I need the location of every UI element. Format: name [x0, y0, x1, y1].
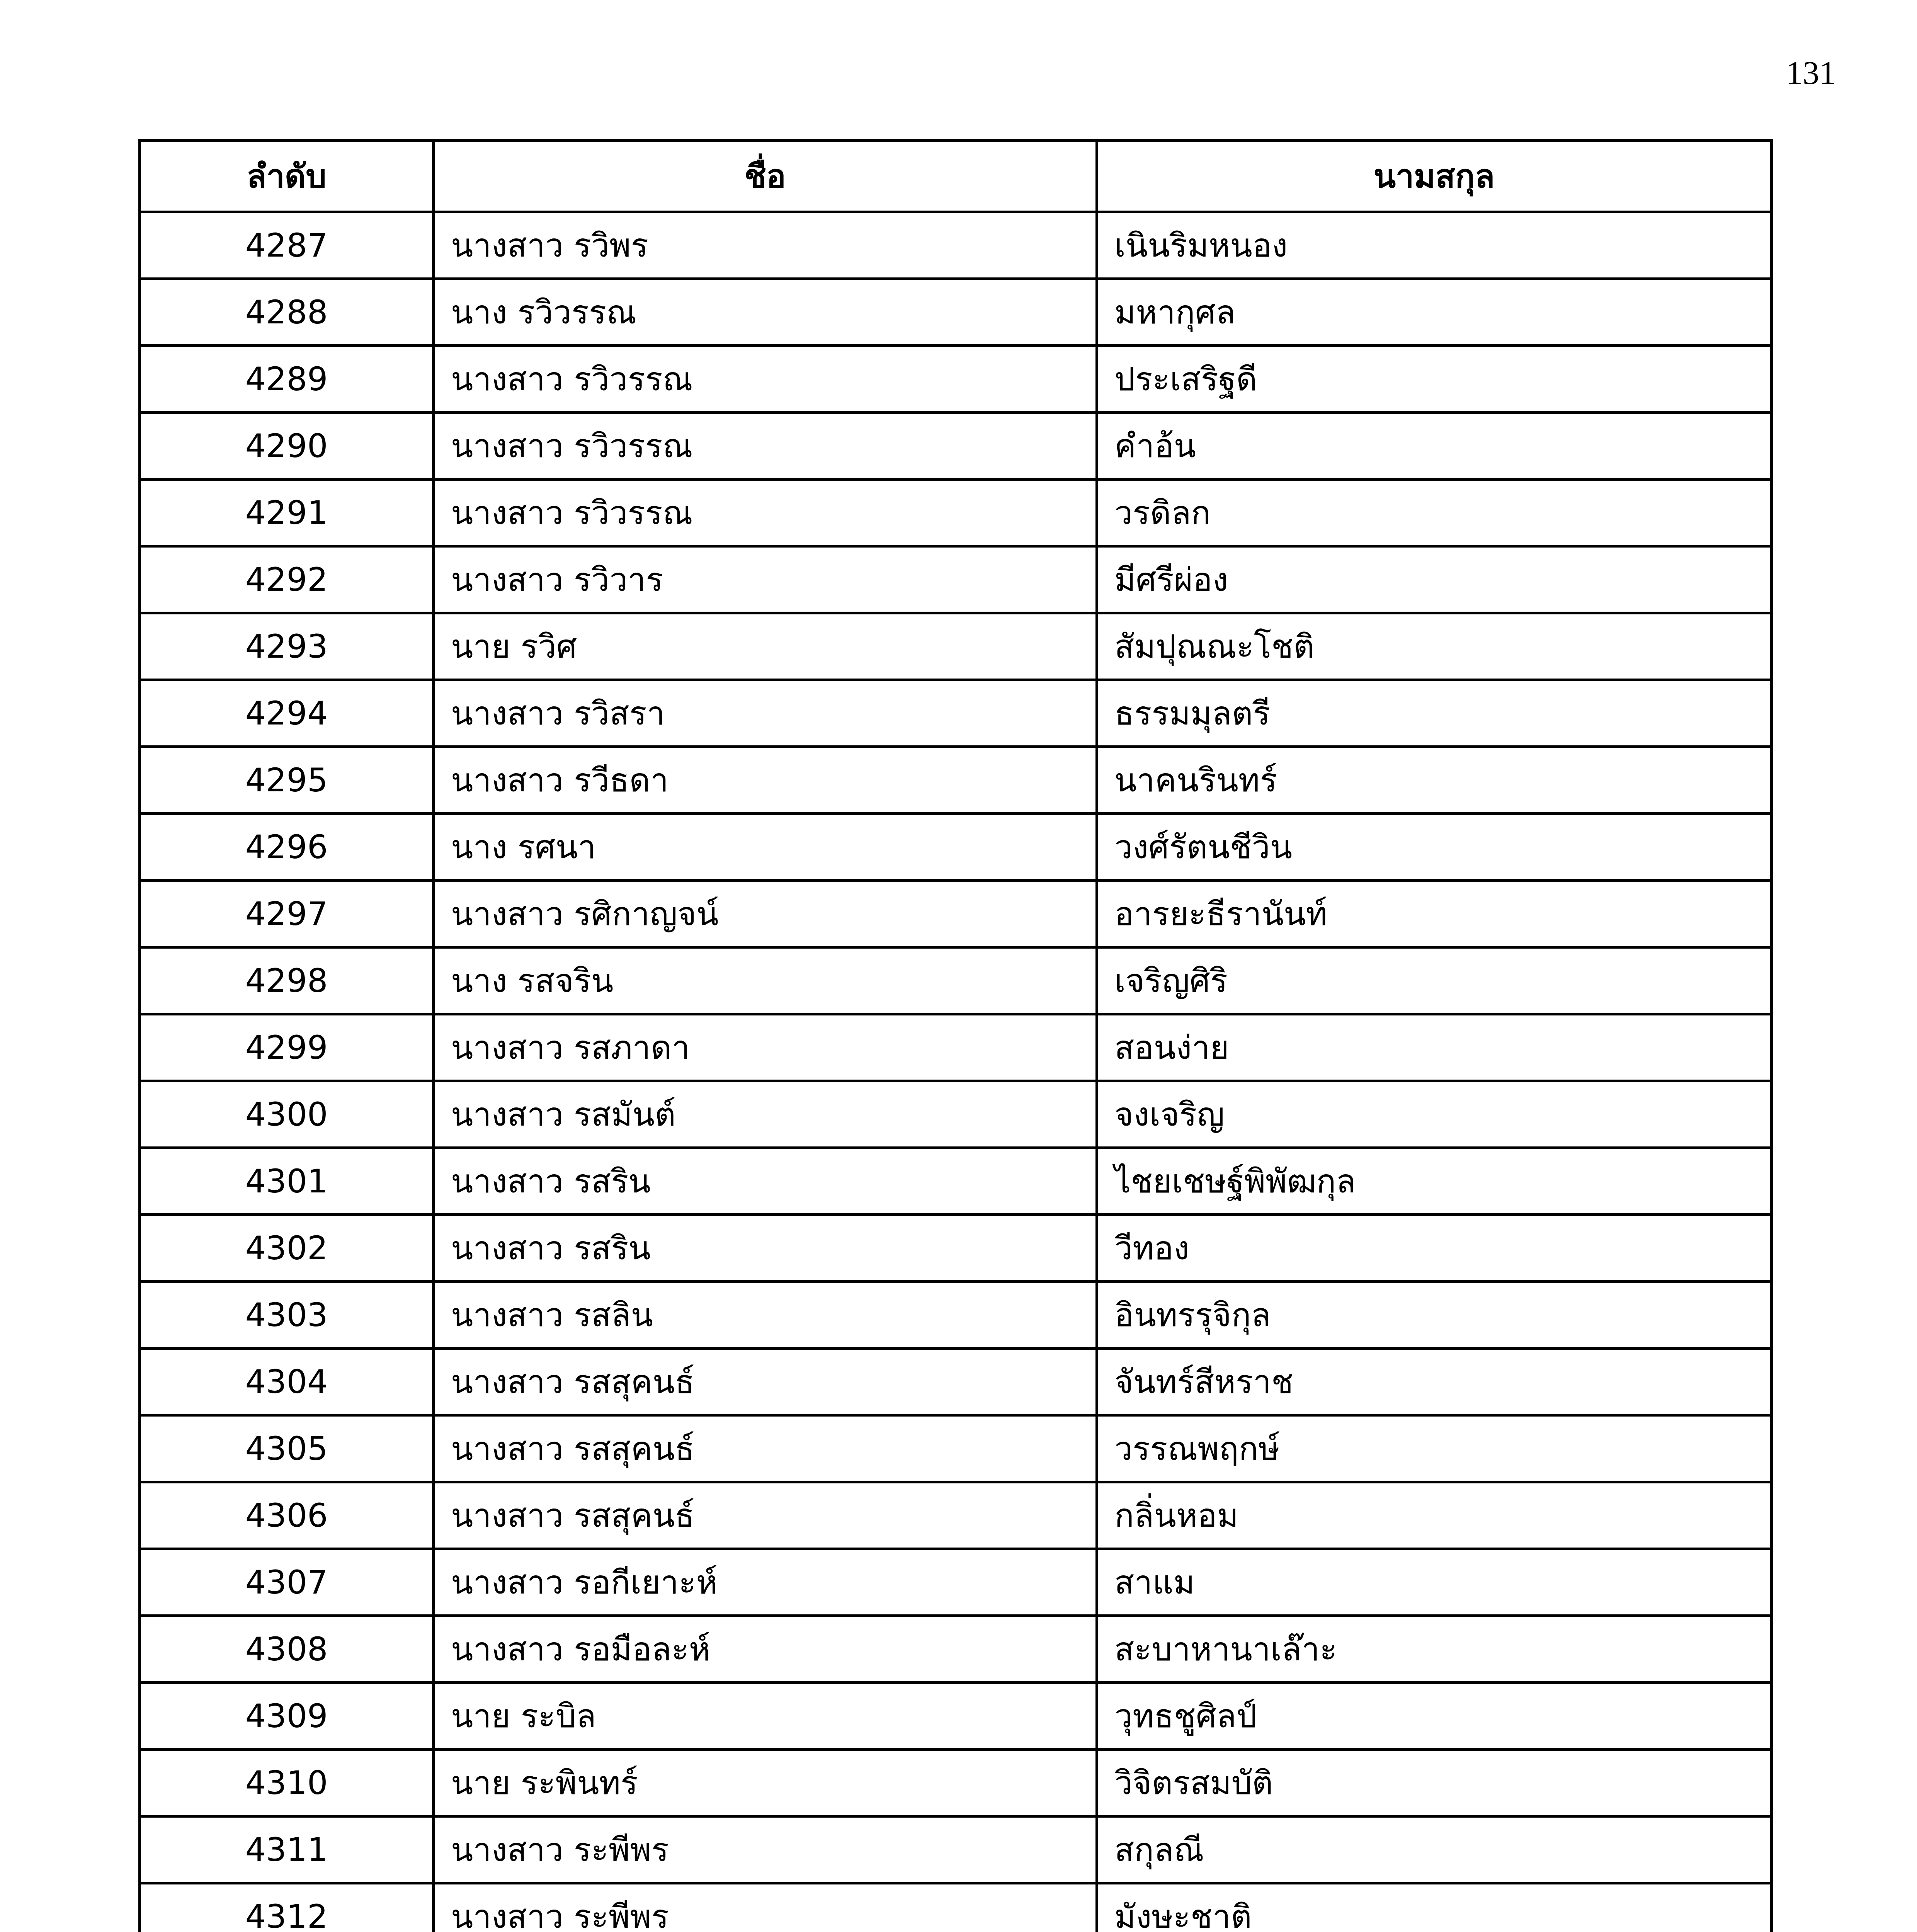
last-name-cell: นาคนรินทร์	[1097, 747, 1772, 814]
first-name-cell: นางสาว รสภาดา	[434, 1014, 1097, 1081]
order-cell: 4310	[140, 1750, 434, 1816]
table-row	[140, 814, 1772, 881]
table-row	[140, 947, 1772, 1014]
last-name-cell: ธรรมมุลตรี	[1097, 680, 1772, 747]
first-name-cell: นางสาว รวิวรรณ	[434, 480, 1097, 546]
order-cell: 4308	[140, 1616, 434, 1683]
order-cell: 4296	[140, 814, 434, 881]
table-row	[140, 680, 1772, 747]
first-name-cell: นาย ระพินทร์	[434, 1750, 1097, 1816]
table-row	[140, 1750, 1772, 1816]
last-name-cell: มีศรีผ่อง	[1097, 546, 1772, 613]
table-row	[140, 1683, 1772, 1750]
last-name-cell: วุทธชูศิลป์	[1097, 1683, 1772, 1750]
table-row	[140, 546, 1772, 613]
table-row	[140, 1883, 1772, 1932]
order-cell: 4299	[140, 1014, 434, 1081]
table-body	[140, 212, 1772, 1932]
first-name-cell: นางสาว รสสุคนธ์	[434, 1482, 1097, 1549]
first-name-cell: นางสาว รวิพร	[434, 212, 1097, 279]
last-name-cell: สกุลณี	[1097, 1816, 1772, 1883]
last-name-cell: วีทอง	[1097, 1215, 1772, 1282]
table-row	[140, 1282, 1772, 1349]
order-cell: 4287	[140, 212, 434, 279]
first-name-cell: นางสาว รสสุคนธ์	[434, 1349, 1097, 1415]
last-name-cell: สะบาหานาเล๊าะ	[1097, 1616, 1772, 1683]
table-row	[140, 480, 1772, 546]
order-cell: 4293	[140, 613, 434, 680]
header-first-name: ชื่อ	[434, 141, 1097, 212]
table-row	[140, 346, 1772, 413]
last-name-cell: กลิ่นหอม	[1097, 1482, 1772, 1549]
table-row	[140, 613, 1772, 680]
table-row	[140, 1549, 1772, 1616]
first-name-cell: นางสาว รวิสรา	[434, 680, 1097, 747]
last-name-cell: สอนง่าย	[1097, 1014, 1772, 1081]
last-name-cell: มังษะชาติ	[1097, 1883, 1772, 1932]
table-row	[140, 279, 1772, 346]
page-number: 131	[1786, 54, 1836, 91]
table-row	[140, 1816, 1772, 1883]
order-cell: 4290	[140, 413, 434, 480]
first-name-cell: นางสาว รวีธดา	[434, 747, 1097, 814]
table-row	[140, 1148, 1772, 1215]
order-cell: 4289	[140, 346, 434, 413]
first-name-cell: นางสาว รอมือละห์	[434, 1616, 1097, 1683]
first-name-cell: นางสาว รสมันต์	[434, 1081, 1097, 1148]
header-last-name: นามสกุล	[1097, 141, 1772, 212]
table-row	[140, 881, 1772, 947]
order-cell: 4295	[140, 747, 434, 814]
first-name-cell: นางสาว รสริน	[434, 1215, 1097, 1282]
table-row	[140, 1482, 1772, 1549]
last-name-cell: เนินริมหนอง	[1097, 212, 1772, 279]
table-header	[140, 141, 1772, 212]
order-cell: 4303	[140, 1282, 434, 1349]
order-cell: 4304	[140, 1349, 434, 1415]
order-cell: 4305	[140, 1415, 434, 1482]
order-cell: 4311	[140, 1816, 434, 1883]
first-name-cell: นาย ระบิล	[434, 1683, 1097, 1750]
last-name-cell: มหากุศล	[1097, 279, 1772, 346]
first-name-cell: นาง รศนา	[434, 814, 1097, 881]
table-row	[140, 747, 1772, 814]
first-name-cell: นาง รวิวรรณ	[434, 279, 1097, 346]
first-name-cell: นางสาว รวิวาร	[434, 546, 1097, 613]
last-name-cell: จงเจริญ	[1097, 1081, 1772, 1148]
first-name-cell: นาย รวิศ	[434, 613, 1097, 680]
table-row	[140, 1415, 1772, 1482]
first-name-cell: นางสาว รสริน	[434, 1148, 1097, 1215]
order-cell: 4309	[140, 1683, 434, 1750]
last-name-cell: ไชยเชษฐ์พิพัฒกุล	[1097, 1148, 1772, 1215]
last-name-cell: วงศ์รัตนชีวิน	[1097, 814, 1772, 881]
order-cell: 4302	[140, 1215, 434, 1282]
table-row	[140, 1616, 1772, 1683]
order-cell: 4301	[140, 1148, 434, 1215]
first-name-cell: นางสาว รศิกาญจน์	[434, 881, 1097, 947]
table-row	[140, 1014, 1772, 1081]
first-name-cell: นางสาว รอกีเยาะห์	[434, 1549, 1097, 1616]
table-row	[140, 212, 1772, 279]
first-name-cell: นางสาว รสสุคนธ์	[434, 1415, 1097, 1482]
last-name-cell: สัมปุณณะโชติ	[1097, 613, 1772, 680]
order-cell: 4306	[140, 1482, 434, 1549]
last-name-cell: สาแม	[1097, 1549, 1772, 1616]
last-name-cell: วรดิลก	[1097, 480, 1772, 546]
table-row	[140, 1215, 1772, 1282]
first-name-cell: นางสาว รวิวรรณ	[434, 346, 1097, 413]
table-row	[140, 1081, 1772, 1148]
order-cell: 4312	[140, 1883, 434, 1932]
first-name-cell: นางสาว รวิวรรณ	[434, 413, 1097, 480]
last-name-cell: จันทร์สีหราช	[1097, 1349, 1772, 1415]
last-name-cell: อารยะธีรานันท์	[1097, 881, 1772, 947]
table-row	[140, 413, 1772, 480]
name-list-table	[138, 139, 1773, 1932]
order-cell: 4298	[140, 947, 434, 1014]
last-name-cell: อินทรรุจิกุล	[1097, 1282, 1772, 1349]
last-name-cell: วรรณพฤกษ์	[1097, 1415, 1772, 1482]
last-name-cell: คำอ้น	[1097, 413, 1772, 480]
first-name-cell: นางสาว ระพีพร	[434, 1816, 1097, 1883]
header-row	[140, 141, 1772, 212]
order-cell: 4288	[140, 279, 434, 346]
last-name-cell: เจริญศิริ	[1097, 947, 1772, 1014]
first-name-cell: นาง รสจริน	[434, 947, 1097, 1014]
table-row	[140, 1349, 1772, 1415]
header-order: ลำดับ	[140, 141, 434, 212]
order-cell: 4300	[140, 1081, 434, 1148]
order-cell: 4307	[140, 1549, 434, 1616]
order-cell: 4294	[140, 680, 434, 747]
last-name-cell: วิจิตรสมบัติ	[1097, 1750, 1772, 1816]
order-cell: 4291	[140, 480, 434, 546]
last-name-cell: ประเสริฐดี	[1097, 346, 1772, 413]
first-name-cell: นางสาว ระพีพร	[434, 1883, 1097, 1932]
first-name-cell: นางสาว รสลิน	[434, 1282, 1097, 1349]
order-cell: 4297	[140, 881, 434, 947]
order-cell: 4292	[140, 546, 434, 613]
